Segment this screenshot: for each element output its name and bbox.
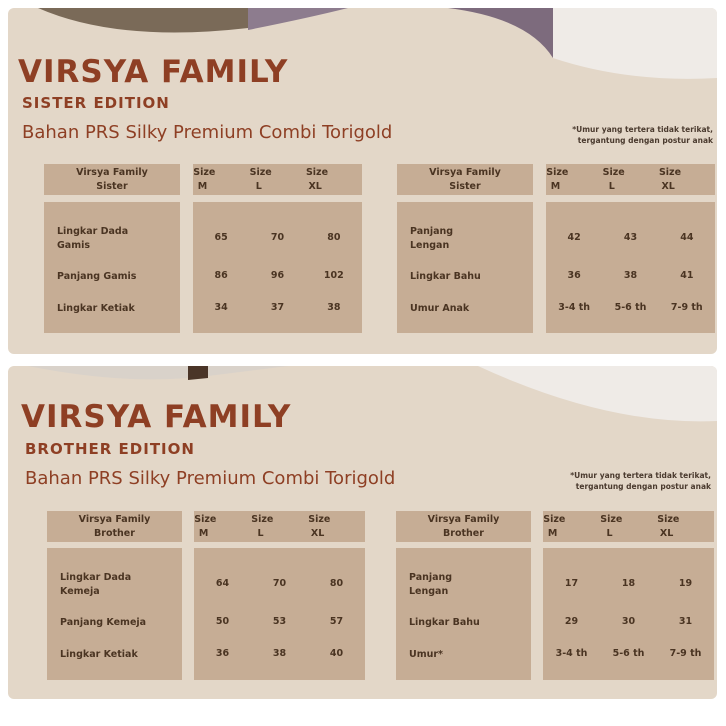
row-value: 29	[564, 616, 579, 627]
row-value: 41	[680, 270, 694, 281]
row-label: Lingkar Dada Gamis	[57, 226, 129, 251]
header-line: Virsya Family	[78, 513, 151, 525]
table-label-header	[397, 164, 533, 195]
note-line: *Umur yang tertera tidak terikat,	[572, 125, 713, 134]
header-line: Virsya Family	[76, 166, 148, 178]
row-value: 7-9 th	[669, 648, 702, 659]
row-value: 18	[621, 578, 636, 589]
table-label-header	[44, 164, 180, 195]
row-value: 43	[623, 232, 638, 243]
note-line: *Umur yang tertera tidak terikat,	[570, 471, 711, 480]
size-word: Size	[194, 513, 217, 525]
size-column-header	[659, 166, 715, 194]
size-column-header	[251, 513, 307, 541]
size-word: Size	[543, 513, 566, 525]
row-value: 50	[215, 616, 230, 627]
row-value: 70	[270, 232, 285, 243]
row-label: Panjang Lengan	[409, 572, 453, 597]
size-word: Size	[251, 513, 274, 525]
size-code: M	[547, 527, 558, 539]
size-word: Size	[308, 513, 331, 525]
row-label: Lingkar Dada Kemeja	[60, 572, 132, 597]
row-label: Lingkar Ketiak	[60, 649, 138, 660]
fabric-description: Bahan PRS Silky Premium Combi Torigold	[22, 122, 393, 143]
row-value: 19	[678, 578, 693, 589]
row-value: 38	[327, 302, 341, 313]
size-column-header	[603, 166, 659, 194]
measurement-labels	[397, 202, 533, 333]
brand-title: VIRSYA FAMILY	[21, 399, 292, 435]
size-column-header	[193, 166, 249, 194]
row-value: 53	[272, 616, 287, 627]
row-value: 36	[567, 270, 581, 281]
row-label: Lingkar Ketiak	[57, 303, 135, 314]
row-value: 42	[567, 232, 581, 243]
measurement-values	[194, 548, 365, 680]
note-line: tergantung dengan postur anak	[577, 136, 713, 145]
measurement-labels	[396, 548, 531, 680]
row-value: 5-6 th	[614, 302, 647, 313]
size-word: Size	[600, 513, 623, 525]
header-line: Virsya Family	[427, 513, 500, 525]
size-column-header	[250, 166, 306, 194]
row-label: Panjang Lengan	[410, 226, 454, 251]
size-column-header	[546, 166, 602, 194]
size-column-header	[306, 166, 362, 194]
size-column-header	[194, 513, 250, 541]
row-value: 65	[214, 232, 228, 243]
size-code: L	[257, 527, 264, 539]
size-column-header	[600, 513, 656, 541]
size-header	[193, 164, 362, 195]
size-word: Size	[249, 166, 272, 178]
table-label-header	[47, 511, 182, 542]
size-code: L	[255, 180, 262, 192]
fabric-description: Bahan PRS Silky Premium Combi Torigold	[25, 468, 396, 489]
size-code: L	[606, 527, 613, 539]
size-code: L	[608, 180, 615, 192]
row-value: 3-4 th	[555, 648, 588, 659]
row-value: 37	[270, 302, 285, 313]
size-word: Size	[602, 166, 625, 178]
table-label-header	[396, 511, 531, 542]
row-value: 38	[623, 270, 638, 281]
row-label: Umur Anak	[410, 303, 470, 314]
brother-edition-card	[8, 366, 717, 699]
age-note	[570, 470, 711, 492]
row-value: 64	[215, 578, 230, 589]
size-column-header	[657, 513, 713, 541]
header-line: Virsya Family	[429, 166, 501, 178]
measurement-values	[546, 202, 715, 333]
size-word: Size	[546, 166, 569, 178]
measurement-labels	[44, 202, 180, 333]
size-word: Size	[658, 166, 682, 178]
row-value: 40	[329, 648, 344, 659]
size-code: XL	[659, 527, 674, 539]
measurement-labels	[47, 548, 182, 680]
row-value: 102	[323, 270, 344, 281]
size-column-header	[543, 513, 599, 541]
age-note	[572, 124, 713, 146]
edition-subtitle: SISTER EDITION	[22, 94, 170, 112]
row-label: Lingkar Bahu	[409, 617, 480, 628]
size-word: Size	[193, 166, 216, 178]
row-value: 36	[215, 648, 230, 659]
row-value: 70	[272, 578, 287, 589]
size-code: XL	[310, 527, 325, 539]
header-line: Sister	[96, 180, 128, 192]
row-value: 80	[327, 232, 341, 243]
note-line: tergantung dengan postur anak	[575, 482, 711, 491]
size-column-header	[308, 513, 364, 541]
measurement-values	[193, 202, 362, 333]
sister-edition-card	[8, 8, 717, 354]
size-code: XL	[661, 180, 675, 192]
size-header	[194, 511, 365, 542]
row-value: 17	[564, 578, 579, 589]
row-value: 38	[272, 648, 287, 659]
size-code: M	[550, 180, 561, 192]
row-value: 80	[329, 578, 344, 589]
row-value: 3-4 th	[558, 302, 591, 313]
row-label: Panjang Kemeja	[60, 617, 147, 628]
row-label: Panjang Gamis	[57, 271, 137, 282]
row-value: 57	[329, 616, 344, 627]
row-label: Lingkar Bahu	[410, 271, 481, 282]
size-word: Size	[657, 513, 680, 525]
size-header	[546, 164, 715, 195]
row-value: 86	[214, 270, 228, 281]
row-value: 31	[678, 616, 693, 627]
row-value: 44	[680, 232, 694, 243]
header-line: Brother	[443, 527, 484, 539]
size-code: XL	[308, 180, 322, 192]
header-line: Sister	[449, 180, 481, 192]
row-label: Umur*	[409, 649, 444, 660]
measurement-values	[543, 548, 714, 680]
size-word: Size	[305, 166, 329, 178]
size-header	[543, 511, 714, 542]
row-value: 5-6 th	[612, 648, 645, 659]
row-value: 34	[214, 302, 228, 313]
row-value: 96	[270, 270, 285, 281]
row-value: 30	[621, 616, 636, 627]
edition-subtitle: BROTHER EDITION	[25, 440, 195, 458]
row-value: 7-9 th	[670, 302, 703, 313]
header-line: Brother	[94, 527, 135, 539]
size-code: M	[198, 527, 209, 539]
brand-title: VIRSYA FAMILY	[18, 54, 289, 90]
size-code: M	[197, 180, 208, 192]
